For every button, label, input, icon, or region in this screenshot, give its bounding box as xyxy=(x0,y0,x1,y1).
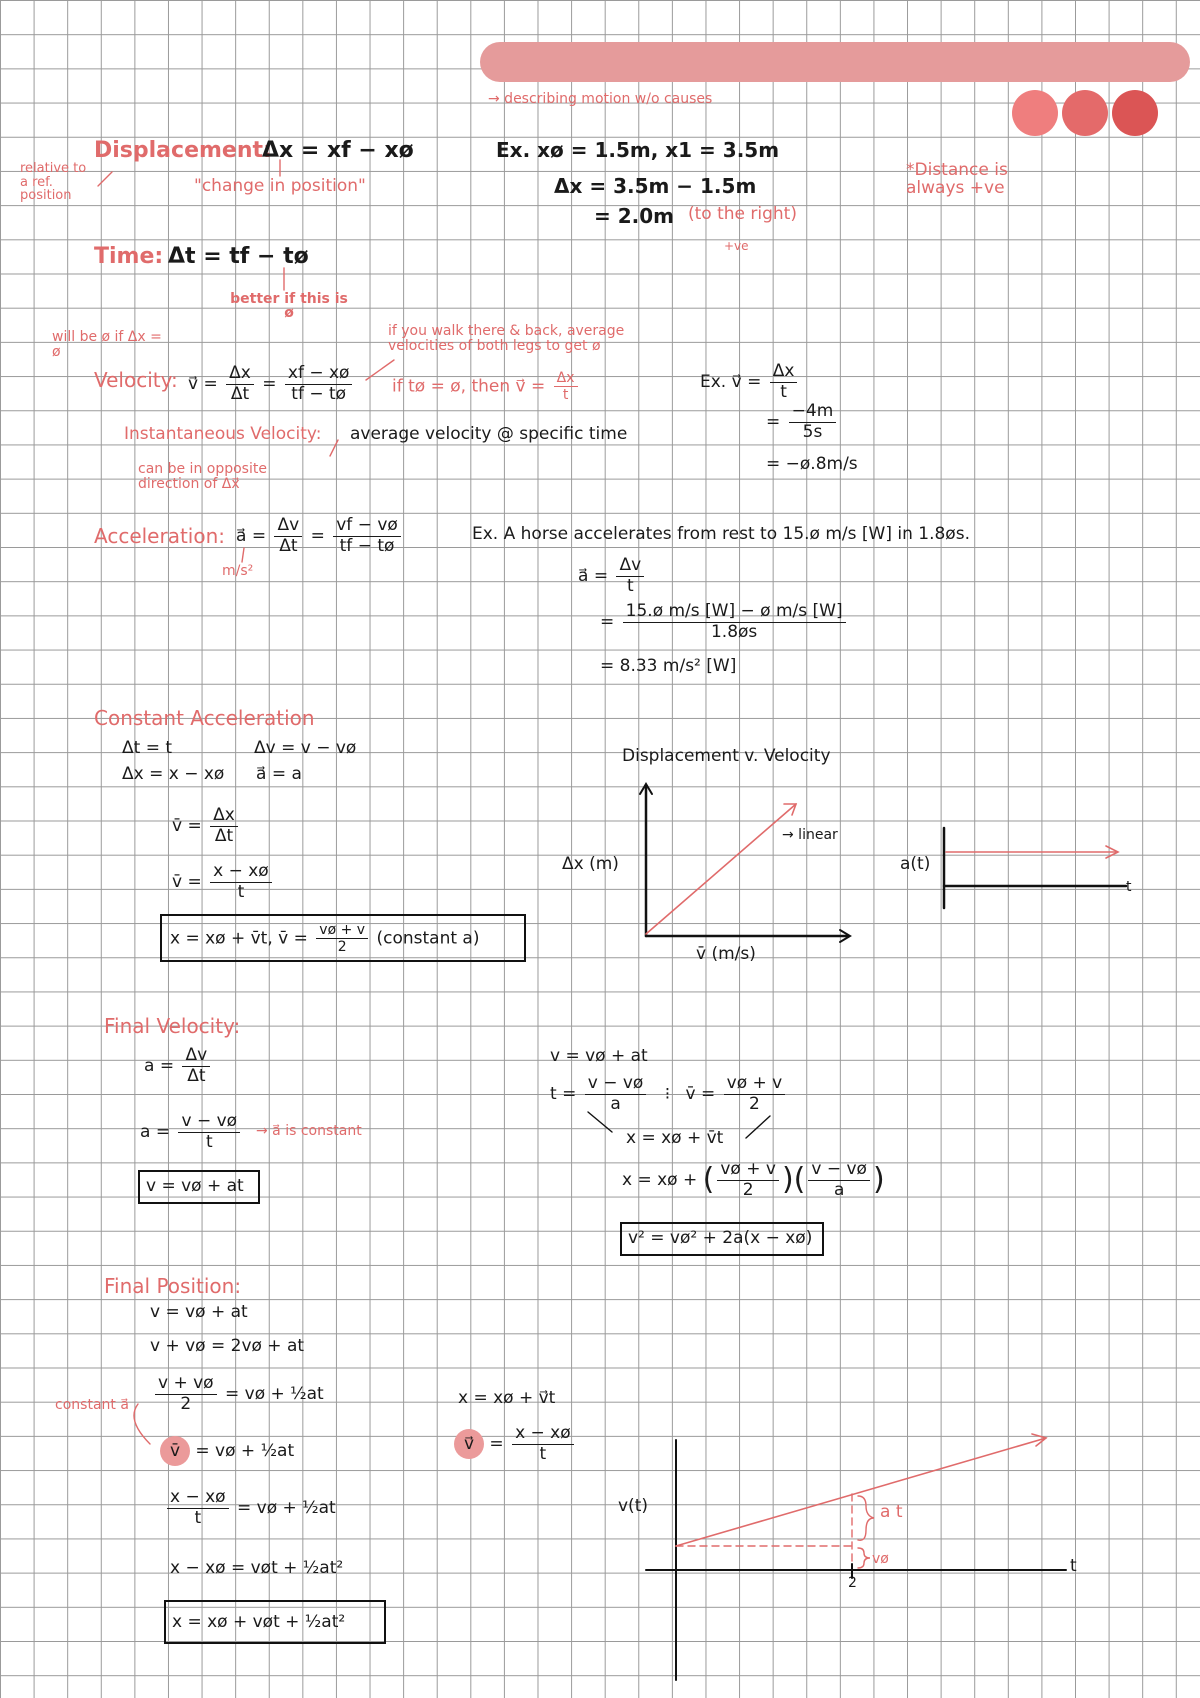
velocity-title: Velocity: xyxy=(94,368,178,392)
derivation-l4-lhs: x = xø + xyxy=(622,1170,698,1191)
derivation-vbar-lhs: v̄ = xyxy=(685,1084,716,1105)
constant-accel-boxed-eq xyxy=(170,922,479,955)
constant-accel-vbar-2 xyxy=(172,862,275,902)
vel-example-step-fraction xyxy=(789,402,837,442)
side-eq-highlight: v⃗ xyxy=(454,1429,484,1459)
side-eq-den: t xyxy=(539,1443,547,1464)
vbar1-den: Δt xyxy=(214,825,234,846)
fv-a2-lhs: a = xyxy=(140,1122,171,1143)
side-eq-num: x − xø xyxy=(512,1424,574,1445)
final-position-const-note: constant a⃗ xyxy=(55,1397,129,1413)
velocity-cond-num: Δx xyxy=(554,370,578,387)
velocity-zero-note: will be ø if Δx = ø xyxy=(52,329,162,360)
fp-l5-den: t xyxy=(194,1507,202,1528)
fp-l3-fraction xyxy=(155,1374,217,1414)
fp-l3-den: 2 xyxy=(180,1393,192,1414)
accel-example-step2: = $\frac{\text{15.ø m/s [W] − ø m/s [W]}}{1.8øs}$ xyxy=(600,602,849,642)
disp-example-line1: Ex. xø = 1.5m, x1 = 3.5m xyxy=(496,138,780,162)
graph-dv-line-arrowhead xyxy=(784,804,796,815)
vbar1-lhs: v̄ = xyxy=(172,816,202,837)
time-formula: Δt = tf − tø xyxy=(168,244,309,269)
final-velocity-a2 xyxy=(140,1112,243,1152)
graph-vt-brace-top: a t xyxy=(880,1502,903,1522)
accel-example-fraction-1 xyxy=(616,556,644,596)
fv-a1-num: Δv xyxy=(182,1046,210,1067)
arrow-displacement-side xyxy=(98,172,112,186)
vbar2-num: x − xø xyxy=(210,862,272,883)
boxed-eq-den: 2 xyxy=(337,939,347,956)
distance-note: *Distance is always +ve xyxy=(906,160,1008,198)
fv-a2-fraction xyxy=(178,1112,240,1152)
decor-dot-1 xyxy=(1012,90,1058,136)
derivation-t-den: a xyxy=(610,1093,621,1114)
acceleration-lhs: a⃗ = xyxy=(236,526,267,547)
acceleration-f2-den: tf − tø xyxy=(339,535,395,556)
velocity-f1-den: Δt xyxy=(230,383,250,404)
instant-velocity-label: Instantaneous Velocity: xyxy=(124,424,322,444)
displacement-formula: Δx = xf − xø xyxy=(262,138,414,163)
side-eq-l1: x = xø + v⃗t xyxy=(458,1388,556,1408)
derivation-l4-f1-den: 2 xyxy=(742,1179,754,1200)
final-position-l2: v + vø = 2vø + at xyxy=(150,1336,305,1356)
displacement-note: "change in position" xyxy=(194,176,366,196)
graph-a-y-label: a(t) xyxy=(900,854,931,874)
accel-example-step1 xyxy=(578,556,647,596)
final-position-l3 xyxy=(152,1374,324,1414)
disp-example-line2: Δx = 3.5m − 1.5m xyxy=(554,174,757,198)
vbar2-lhs: v̄ = xyxy=(172,872,202,893)
graph-vt-x-label: t xyxy=(1070,1556,1077,1576)
vel-example-step-den: 5s xyxy=(802,421,823,442)
derivation-boxed xyxy=(620,1222,824,1256)
velocity-formula xyxy=(188,364,355,404)
header-banner xyxy=(480,42,1190,82)
derivation-t xyxy=(550,1074,788,1114)
graph-vt-line-arrowhead xyxy=(1032,1434,1046,1446)
graph-dv-x-label: v̄ (m/s) xyxy=(696,944,756,964)
graph-dv-y-label: Δx (m) xyxy=(562,854,619,874)
final-velocity-boxed-eq: v = vø + at xyxy=(146,1176,244,1196)
fv-a2-num: v − vø xyxy=(178,1112,240,1133)
acceleration-units: m/s² xyxy=(222,563,254,579)
fv-a2-den: t xyxy=(205,1131,213,1152)
derivation-t-lhs: t = xyxy=(550,1084,577,1105)
side-eq-l2 xyxy=(454,1424,577,1464)
velocity-cond-text: if tø = ø, then v⃗ = xyxy=(392,376,546,397)
accel-example-result: = 8.33 m/s² [W] xyxy=(600,656,737,676)
vbar1-fraction xyxy=(210,806,238,846)
graph-dv-note: → linear xyxy=(782,827,838,843)
acceleration-f1-den: Δt xyxy=(279,535,298,556)
vel-example-result: = −ø.8m/s xyxy=(766,454,858,474)
instant-velocity-def: average velocity @ specific time xyxy=(350,424,628,444)
disp-example-sign: +ve xyxy=(724,239,749,253)
constant-accel-boxed xyxy=(160,914,526,962)
final-velocity-title: Final Velocity: xyxy=(104,1014,241,1038)
acceleration-f1-num: Δv xyxy=(274,516,302,537)
fp-l3-rhs: = vø + ½at xyxy=(224,1384,324,1405)
derivation-l4-f2-den: a xyxy=(833,1179,845,1200)
fp-l4-highlight: v̄ xyxy=(160,1436,190,1466)
graph-dv-line xyxy=(646,804,796,934)
acceleration-fraction-1 xyxy=(274,516,302,556)
side-eq-fraction xyxy=(512,1424,574,1464)
decor-dot-3 xyxy=(1112,90,1158,136)
acceleration-fraction-2 xyxy=(333,516,401,556)
derivation-vbar-den: 2 xyxy=(749,1093,760,1114)
final-position-boxed-eq: x = xø + vøt + ½at² xyxy=(172,1612,346,1632)
graph-vt-brace-bottom-mark xyxy=(858,1548,870,1568)
accel-example-f1-num: Δv xyxy=(616,556,644,577)
graph-accel xyxy=(944,828,1126,908)
constant-accel-a: a⃗ = a xyxy=(256,764,302,784)
displacement-title: Displacement: xyxy=(94,138,272,163)
velocity-fraction-2 xyxy=(285,364,353,404)
time-note: better if this is ø xyxy=(230,291,348,321)
constant-accel-dv: Δv = v − vø xyxy=(254,738,357,758)
velocity-f1-num: Δx xyxy=(226,364,254,385)
derivation-l4-f2-num: v − vø xyxy=(808,1160,870,1181)
accel-example-f2-num: 15.ø m/s [W] − ø m/s [W] xyxy=(623,602,846,623)
derivation-l4: x = xø + ( $\frac{vø + v}{2}$ )( $\frac{v - vø}{a}$ ) xyxy=(622,1159,885,1200)
fp-l5-rhs: = vø + ½at xyxy=(236,1498,336,1519)
graph-vt-tick: 2 xyxy=(848,1575,857,1591)
constant-accel-vbar-1 xyxy=(172,806,241,846)
velocity-condition xyxy=(392,370,581,403)
velocity-equals-2: = xyxy=(262,374,277,395)
final-position-l1: v = vø + at xyxy=(150,1302,248,1322)
displacement-side-note: relative to a ref. position xyxy=(20,161,87,204)
vel-example-den: t xyxy=(780,381,787,402)
graph-vt-brace-top-mark xyxy=(858,1496,874,1540)
derivation-t-num: v − vø xyxy=(585,1074,647,1095)
vel-example-num: Δx xyxy=(770,362,798,383)
fp-l3-num: v + vø xyxy=(155,1374,217,1395)
derivation-l4-f2 xyxy=(808,1160,870,1200)
accel-example-lhs: a⃗ = xyxy=(578,566,609,587)
graph-dv-y-arrowhead xyxy=(640,784,652,794)
fv-a1-den: Δt xyxy=(187,1065,206,1086)
acceleration-f2-num: vf − vø xyxy=(333,516,401,537)
derivation-l4-f1 xyxy=(717,1160,779,1200)
vel-example-step: = $\frac{-4m}{5s}$ xyxy=(766,402,839,442)
derivation-l3: x = xø + v̄t xyxy=(626,1128,724,1148)
arrow-t-substitute xyxy=(588,1112,612,1132)
constant-accel-dx: Δx = x − xø xyxy=(122,764,225,784)
velocity-cond-den: t xyxy=(562,387,569,404)
arrow-walk-note xyxy=(366,360,394,380)
graph-vt-line xyxy=(676,1438,1046,1546)
vel-example-fraction xyxy=(770,362,798,402)
side-eq-equals: = xyxy=(489,1434,504,1455)
constant-accel-dt: Δt = t xyxy=(122,738,173,758)
accel-example-f1-den: t xyxy=(627,575,634,596)
disp-example-direction: (to the right) xyxy=(688,204,797,224)
fp-l5-num: x − xø xyxy=(167,1488,229,1509)
graph-dv-title: Displacement v. Velocity xyxy=(622,746,831,766)
final-velocity-const-note: → a⃗ is constant xyxy=(256,1123,362,1139)
derivation-vbar-num: vø + v xyxy=(724,1074,786,1095)
graph-vt-brace-bottom: vø xyxy=(872,1551,889,1567)
velocity-f2-den: tf − tø xyxy=(291,383,347,404)
boxed-eq-a: x = xø + v̄t, v̄ = xyxy=(170,928,308,949)
graph-disp-vel xyxy=(640,784,850,942)
header-subtitle: → describing motion w/o causes xyxy=(488,91,713,107)
accel-example-f2-den: 1.8øs xyxy=(710,621,758,642)
final-position-title: Final Position: xyxy=(104,1274,242,1298)
final-position-boxed xyxy=(164,1600,386,1644)
opposite-direction-note: can be in opposite direction of Δx⃗ xyxy=(138,461,267,492)
graph-vt-y-label: v(t) xyxy=(618,1496,648,1516)
acceleration-equals: = xyxy=(310,526,325,547)
vel-example xyxy=(700,362,800,402)
vbar1-num: Δx xyxy=(210,806,238,827)
derivation-l4-f1-num: vø + v xyxy=(717,1160,779,1181)
final-position-l5 xyxy=(164,1488,336,1528)
fp-l5-fraction xyxy=(167,1488,229,1528)
acceleration-title: Acceleration: xyxy=(94,524,226,548)
graph-vt xyxy=(646,1434,1066,1680)
final-velocity-a1 xyxy=(144,1046,213,1086)
vbar2-den: t xyxy=(237,881,245,902)
fp-l4-rhs: = vø + ½at xyxy=(195,1441,295,1461)
arrow-const-note xyxy=(134,1404,150,1444)
graph-a-x-label: t xyxy=(1126,879,1132,895)
constant-accel-title: Constant Acceleration xyxy=(94,706,315,730)
velocity-f2-num: xf − xø xyxy=(285,364,353,385)
vbar2-fraction xyxy=(210,862,272,902)
velocity-symbol: v⃗ xyxy=(188,374,199,395)
final-velocity-boxed xyxy=(138,1170,260,1204)
derivation-l1: v = vø + at xyxy=(550,1046,648,1066)
graph-a-line-arrowhead xyxy=(1106,846,1118,858)
velocity-cond-fraction xyxy=(554,370,578,403)
decor-dot-2 xyxy=(1062,90,1108,136)
boxed-eq-num: vø + v xyxy=(316,922,368,939)
derivation-boxed-eq: v² = vø² + 2a(x − xø) xyxy=(628,1228,813,1248)
boxed-eq-fraction xyxy=(316,922,368,955)
vel-example-label: Ex. xyxy=(700,372,727,393)
final-position-l4 xyxy=(160,1436,294,1466)
boxed-eq-b: (constant a) xyxy=(376,928,480,949)
derivation-t-fraction xyxy=(585,1074,647,1114)
fv-a1-fraction xyxy=(182,1046,210,1086)
vel-example-v: v⃗ = xyxy=(731,372,762,393)
time-title: Time: xyxy=(94,244,164,269)
arrow-opposite-note xyxy=(330,440,338,456)
accel-example-fraction-2 xyxy=(623,602,846,642)
velocity-fraction-1 xyxy=(226,364,254,404)
derivation-sep: ⁝ xyxy=(664,1084,671,1105)
disp-example-line3: = 2.0m xyxy=(594,204,674,228)
final-position-l6: x − xø = vøt + ½at² xyxy=(170,1558,344,1578)
derivation-vbar-fraction xyxy=(724,1074,786,1114)
fv-a1-lhs: a = xyxy=(144,1056,175,1077)
accel-example-problem: Ex. A horse accelerates from rest to 15.ø m/s [W] in 1.8øs. xyxy=(472,524,970,544)
acceleration-formula xyxy=(236,516,404,556)
velocity-equals: = xyxy=(203,374,218,395)
arrow-vbar-substitute xyxy=(746,1116,770,1138)
vel-example-step-num: −4m xyxy=(789,402,837,423)
graph-dv-x-arrowhead xyxy=(840,930,850,942)
velocity-walk-note: if you walk there & back, average velocities of both legs to get ø xyxy=(388,323,625,354)
